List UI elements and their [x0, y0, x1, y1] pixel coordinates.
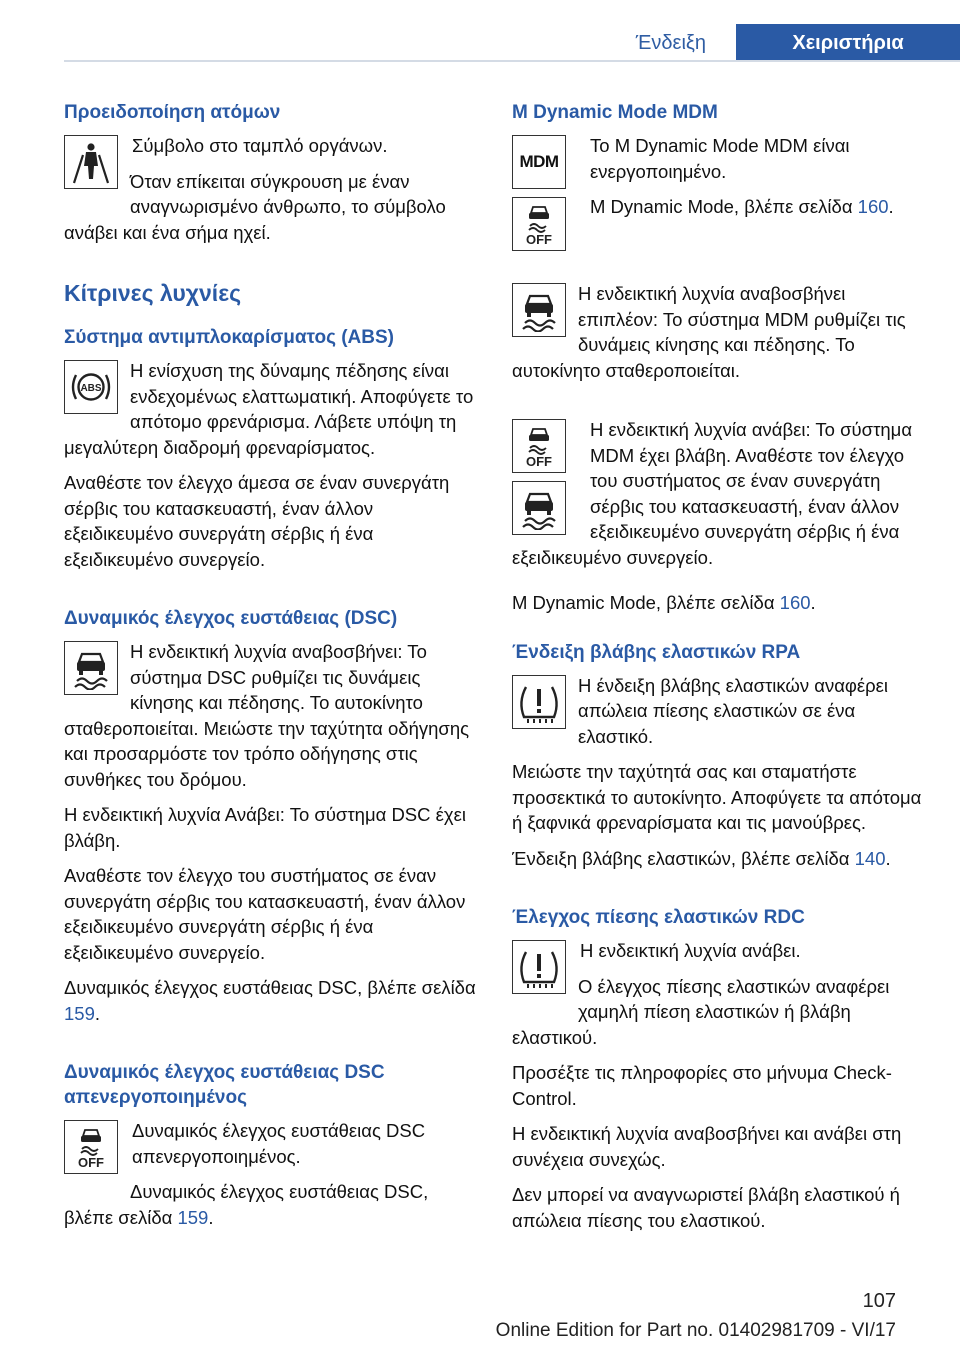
rpa-reference: Ένδειξη βλάβης ελαστικών, βλέπε σελίδα 140. [512, 847, 891, 869]
dsc-car-icon [64, 641, 118, 695]
rdc-p3: Προσέξτε τις πληροφορίες στο μήνυμα Check-Control. [512, 1062, 892, 1109]
dsc-page-link[interactable]: 159 [64, 1002, 95, 1024]
dsc-off-icon [64, 1120, 118, 1174]
rdc-p2: Ο έλεγχος πίεσης ελαστικών αναφέρει χαμηλή πίεση ελαστικών ή βλάβη ελαστικού. [512, 975, 890, 1048]
left-column [64, 100, 476, 1250]
mdm-page-link-2[interactable]: 160 [779, 592, 811, 613]
abs-title: Σύστημα αντιμπλοκαρίσματος (ABS) [64, 327, 395, 348]
header-divider [64, 60, 960, 62]
rpa-page-link[interactable]: 140 [854, 847, 886, 869]
rpa-title: Ένδειξη βλάβης ελαστικών RPA [512, 641, 801, 663]
dsc-p2: Η ενδεικτική λυχνία Ανάβει: Το σύστημα DSC έχει βλάβη. [64, 804, 466, 851]
pedestrian-warning-p2: Όταν επίκειται σύγκρουση με έναν αναγνωρισμένο άνθρωπο, το σύμβολο ανάβει και ένα σήμα ηχεί. [64, 170, 446, 243]
mdm-title: M Dynamic Mode MDM [512, 102, 718, 123]
rdc-p5: Δεν μπορεί να αναγνωριστεί βλάβη ελαστικού ή απώλεια πίεσης του ελαστικού. [512, 1184, 900, 1231]
rpa-p1: Η ένδειξη βλάβης ελαστικών αναφέρει απώλεια πίεσης ελαστικών σε ένα ελαστικό. [578, 674, 889, 747]
rdc-p4: Η ενδεικτική λυχνία αναβοσβήνει και ανάβει στη συνέχεια συνεχώς. [512, 1123, 902, 1170]
rdc-block [512, 938, 924, 1243]
mdm-off-icon [512, 197, 566, 251]
dsc-p1: Η ενδεικτική λυχνία αναβοσβήνει: Το σύστημα DSC ρυθμίζει τις δυνάμεις κίνησης και πέδησης. Το αυτοκίνητο σταθεροποιείται. Μειώστε την ταχύτητα οδήγησης και προσαρμόστε τον τρόπο οδήγησης στις συνθήκες του δρόμου. [64, 641, 470, 790]
dsc-off-p1: Δυναμικός έλεγχος ευστάθειας DSC απενεργοποιημένος. [132, 1120, 426, 1167]
yellow-lamps-title: Κίτρινες λυχνίες [64, 280, 242, 306]
dsc-off-reference: Δυναμικός έλεγχος ευστάθειας DSC, βλέπε σελίδα 159. [64, 1181, 429, 1228]
tire-warning-icon [512, 675, 566, 729]
dsc-title: Δυναμικός έλεγχος ευστάθειας (DSC) [64, 608, 398, 629]
pedestrian-warning-title: Προειδοποίηση ατόμων [64, 102, 281, 123]
svg-text:OFF: OFF [526, 232, 552, 246]
dsc-block [64, 639, 476, 1036]
dsc-off-title: Δυναμικός έλεγχος ευστάθειας DSC απενεργοποιημένος [64, 1062, 385, 1108]
mdm-fault-car-icon [512, 481, 566, 535]
svg-text:OFF: OFF [526, 454, 552, 468]
tab-controls[interactable]: Χειριστήρια [736, 24, 960, 62]
rdc-p1: Η ενδεικτική λυχνία ανάβει. [580, 940, 801, 961]
abs-p2: Αναθέστε τον έλεγχο άμεσα σε έναν συνεργάτη σέρβις του κατασκευαστή, έναν άλλον εξειδικευμένο συνεργάτη σέρβις ή ένα εξειδικευμένο συνεργείο. [64, 472, 450, 570]
edition-footer: Online Edition for Part no. 01402981709 - VI/17 [495, 1320, 896, 1341]
dsc-p3: Αναθέστε τον έλεγχο του συστήματος σε έναν συνεργάτη σέρβις του κατασκευαστή, έναν άλλον εξειδικευμένο συνεργάτη σέρβις ή ένα εξειδικευμένο συνεργείο. [64, 865, 466, 963]
page-number: 107 [862, 1290, 896, 1312]
mdm-fault-block [512, 417, 924, 580]
mdm-reference-1: M Dynamic Mode, βλέπε σελίδα 160. [590, 196, 894, 217]
mdm-page-link-1[interactable]: 160 [857, 196, 889, 217]
pedestrian-warning-p1: Σύμβολο στο ταμπλό οργάνων. [132, 135, 388, 156]
mdm-block [512, 133, 924, 257]
mdm-p1: Το M Dynamic Mode MDM είναι ενεργοποιημένο. [590, 135, 850, 182]
mdm-p3: Η ενδεικτική λυχνία ανάβει: Το σύστημα MDM έχει βλάβη. Αναθέστε τον έλεγχο του συστήματος σε έναν συνεργάτη σέρβις του κατασκευαστή, έναν άλλον εξειδικευμένο συνεργάτη σέρβις ή ένα εξειδικευμένο συνεργείο. [512, 419, 913, 568]
pedestrian-warning-block [64, 133, 476, 255]
mdm-flashing-block [512, 281, 924, 393]
pedestrian-warning-icon [64, 135, 118, 189]
dsc-reference: Δυναμικός έλεγχος ευστάθειας DSC, βλέπε σελίδα 159. [64, 977, 476, 1024]
mdm-fault-off-icon [512, 419, 566, 473]
rdc-title: Έλεγχος πίεσης ελαστικών RDC [512, 907, 805, 928]
mdm-car-icon [512, 283, 566, 337]
mdm-p2: Η ενδεικτική λυχνία αναβοσβήνει επιπλέον: Το σύστημα MDM ρυθμίζει τις δυνάμεις κίνησης και πέδησης. Το αυτοκίνητο σταθεροποιείται. [512, 283, 906, 381]
abs-icon [64, 360, 118, 414]
abs-p1: Η ενίσχυση της δύναμης πέδησης είναι ενδεχομένως ελαττωματική. Αποφύγετε το απότομο φρενάρισμα. Λάβετε υπόψη τη μεγαλύτερη διαδρομή φρεναρίσματος. [64, 360, 474, 458]
mdm-icon: MDM [512, 135, 566, 189]
right-column [512, 100, 924, 1253]
svg-text:OFF: OFF [78, 1155, 104, 1169]
svg-text:ABS: ABS [80, 383, 102, 394]
tab-indicator[interactable]: Ένδειξη [635, 32, 706, 54]
abs-block [64, 358, 476, 582]
dsc-off-block [64, 1118, 476, 1240]
rpa-block [512, 673, 924, 882]
tire-pressure-icon [512, 940, 566, 994]
rpa-p2: Μειώστε την ταχύτητά σας και σταματήστε προσεκτικά το αυτοκίνητο. Αποφύγετε τα απότομα ή ξαφνικά φρεναρίσματα και τις μανούβρες. [512, 761, 922, 833]
dsc-off-page-link[interactable]: 159 [177, 1206, 209, 1228]
mdm-reference-2: M Dynamic Mode, βλέπε σελίδα 160. [512, 592, 816, 613]
